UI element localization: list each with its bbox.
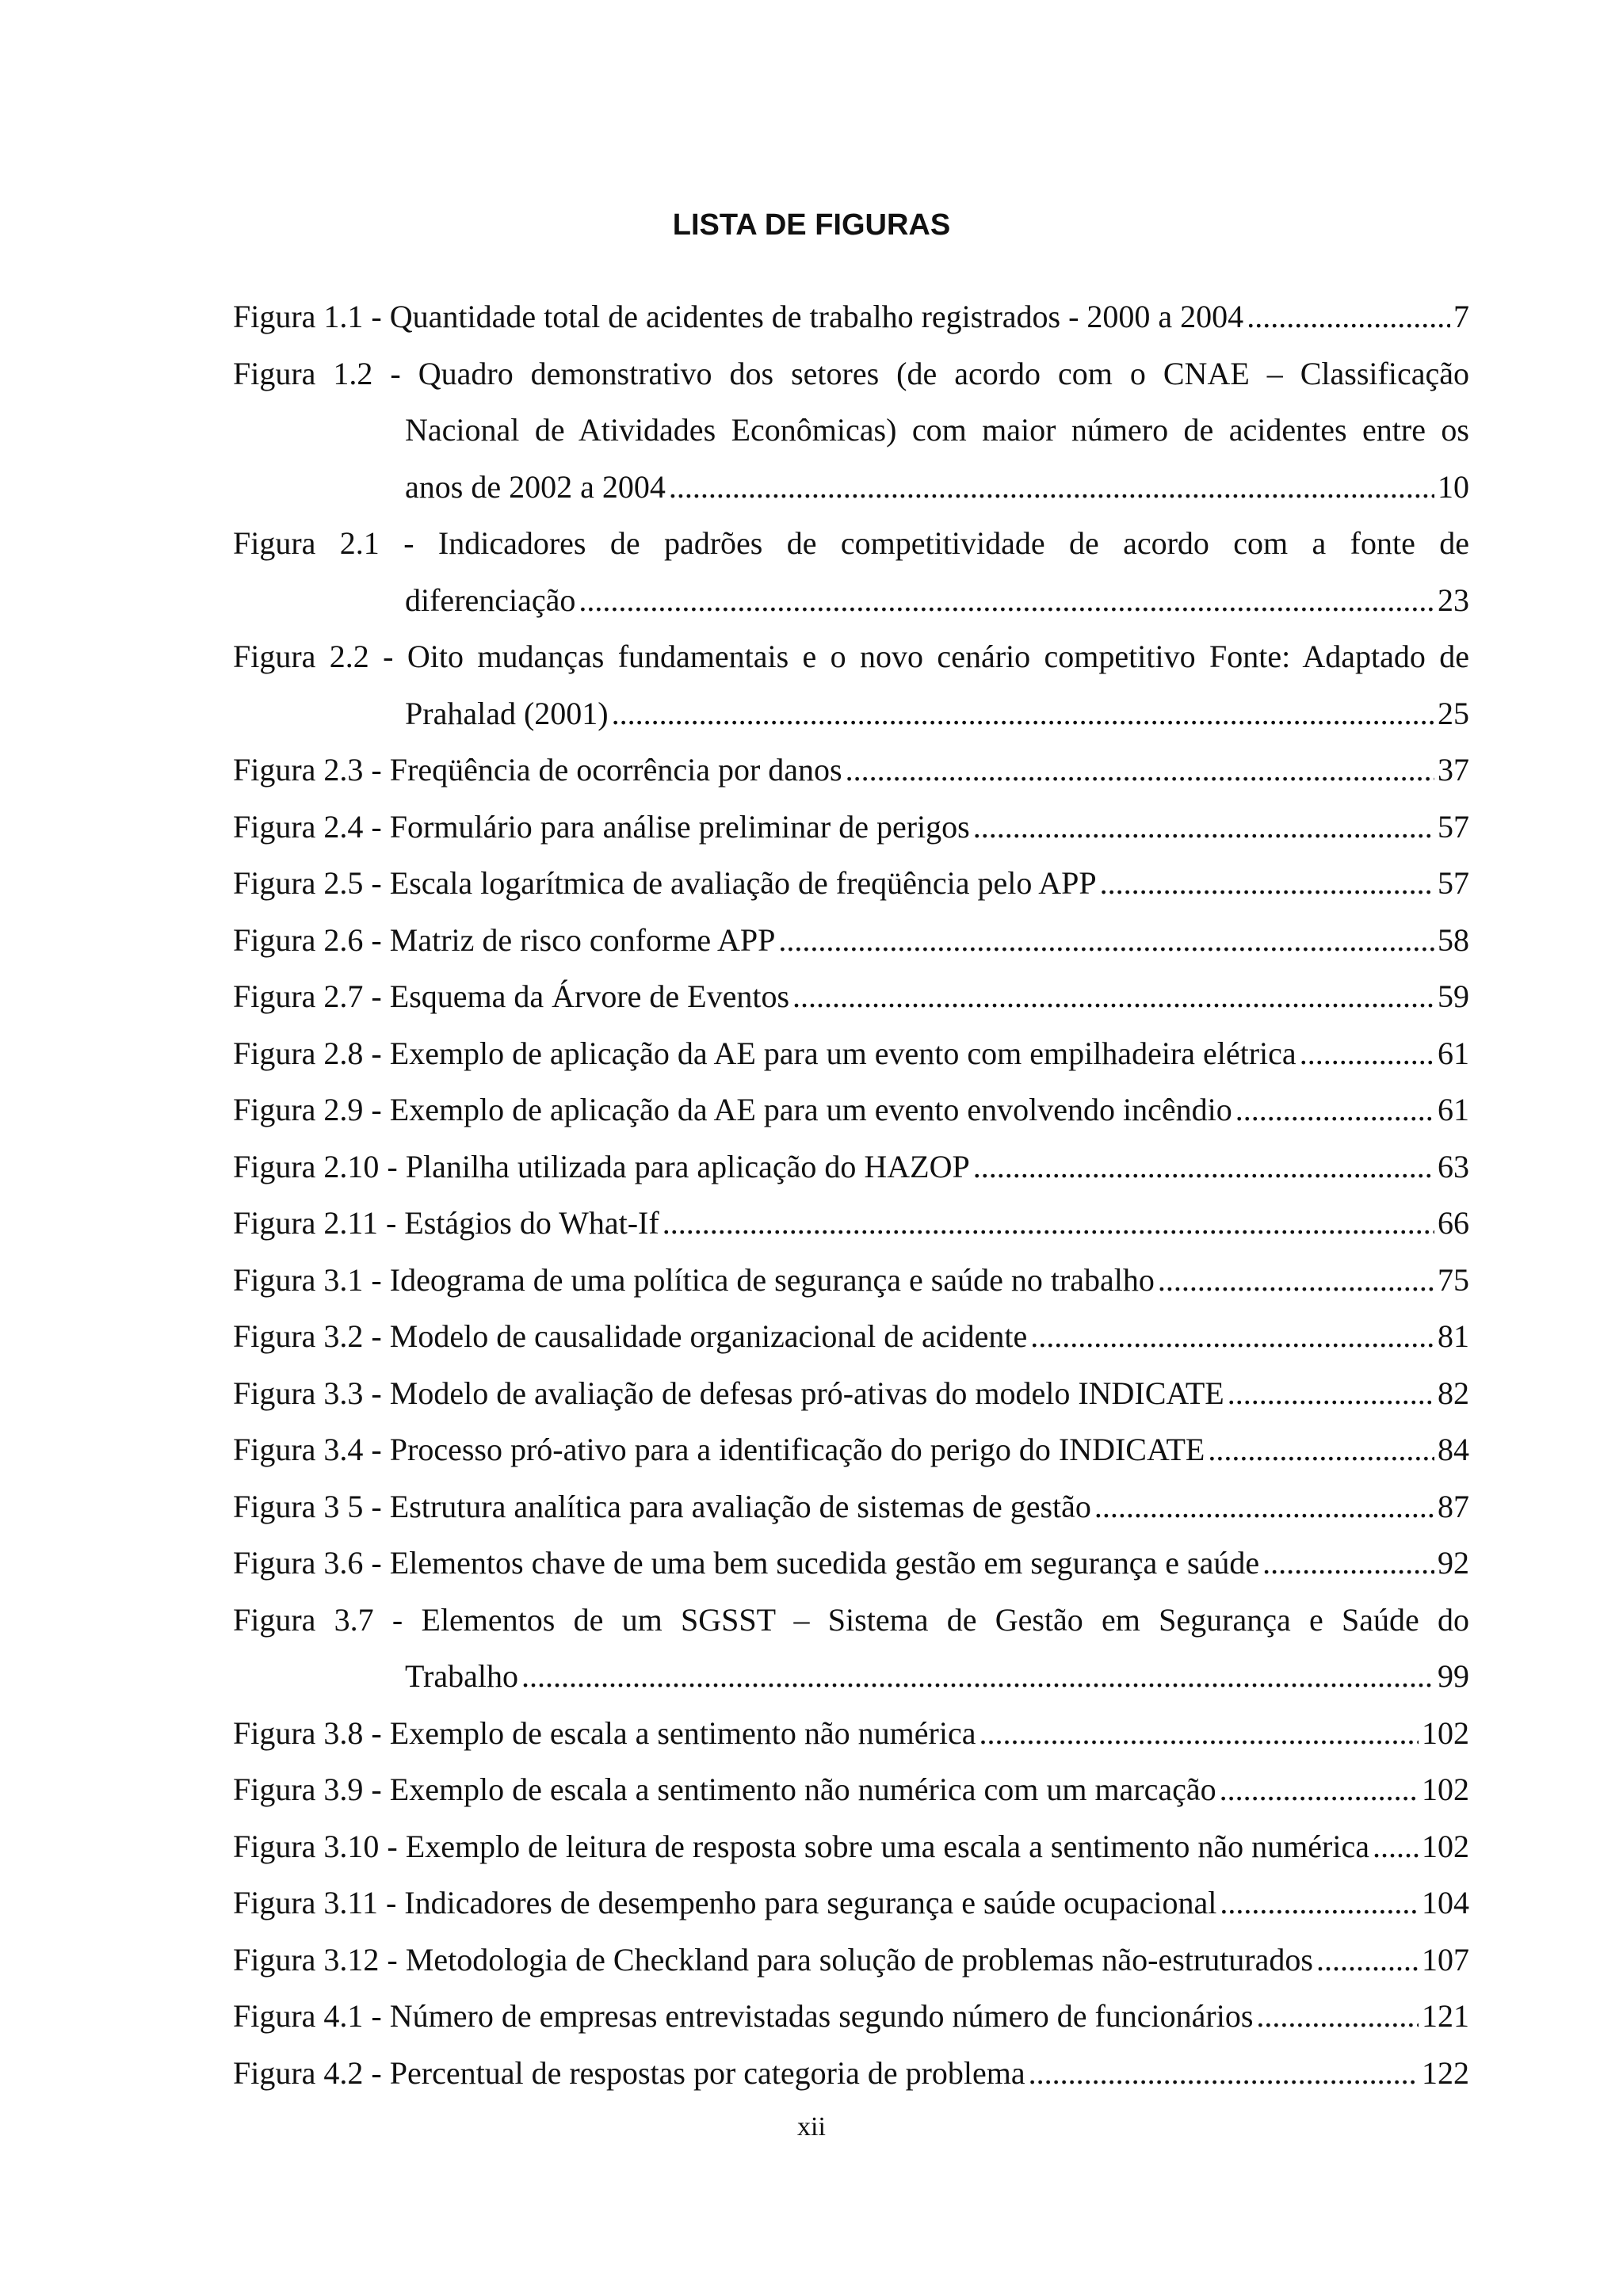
toc-entry [233, 1195, 1469, 1252]
toc-entry-page: 37 [1438, 752, 1469, 788]
dot-leader [973, 1138, 1434, 1196]
toc-entry-final-line [233, 1535, 1469, 1592]
toc-entry [233, 1478, 1469, 1535]
dot-leader [1235, 1081, 1434, 1138]
dot-leader [663, 1195, 1434, 1252]
toc-entry-page: 99 [1438, 1658, 1469, 1694]
toc-entry-final-line [233, 855, 1469, 912]
toc-entry-final-line [233, 1648, 1469, 1705]
dot-leader [1300, 1025, 1434, 1082]
toc-entry-page: 84 [1438, 1432, 1469, 1467]
toc-entry-line: Figura 2.1 - Indicadores de padrões de competitividade de acordo com a fonte de [233, 525, 1469, 561]
dot-leader [1262, 1535, 1434, 1592]
toc-entry-page: 10 [1438, 468, 1469, 505]
dot-leader [1373, 1818, 1419, 1875]
toc-entry-final-line [233, 1421, 1469, 1478]
toc-entry [233, 628, 1469, 742]
toc-entry-title: Figura 3.1 - Ideograma de uma política de segurança e saúde no trabalho [233, 1261, 1155, 1298]
toc-entry-final-line [233, 1875, 1469, 1932]
toc-entry-title: Figura 3.3 - Modelo de avaliação de defesas pró-ativas do modelo INDICATE [233, 1375, 1224, 1411]
toc-entry-final-line [233, 1081, 1469, 1138]
dot-leader [612, 685, 1434, 742]
toc-entry [233, 1138, 1469, 1196]
toc-entry-final-line [233, 912, 1469, 969]
toc-entry-title: Figura 2.11 - Estágios do What-If [233, 1205, 659, 1241]
toc-entry-title: Figura 3.9 - Exemplo de escala a sentimento não numérica com um marcação [233, 1772, 1216, 1807]
toc-entry-page: 121 [1422, 1998, 1469, 2034]
toc-entry-line: Nacional de Atividades Econômicas) com maior número de acidentes entre os [405, 412, 1469, 448]
toc-entry-final-line [233, 1365, 1469, 1422]
toc-entry-title: Figura 3.2 - Modelo de causalidade organizacional de acidente [233, 1318, 1028, 1354]
toc-entry [233, 1535, 1469, 1592]
toc-entry-final-line [233, 1705, 1469, 1762]
toc-entry-final-line [233, 2045, 1469, 2102]
toc-entry-page: 87 [1438, 1488, 1469, 1524]
toc-entry [233, 1875, 1469, 1932]
dot-leader [1029, 2045, 1419, 2102]
dot-leader [521, 1648, 1434, 1705]
toc-entry-title: Figura 3.10 - Exemplo de leitura de resposta sobre uma escala a sentimento não numérica [233, 1828, 1369, 1864]
toc-entry [233, 968, 1469, 1025]
toc-entry-page: 7 [1453, 299, 1469, 334]
toc-entry-title: anos de 2002 a 2004 [405, 468, 666, 505]
toc-entry-page: 92 [1438, 1545, 1469, 1581]
dot-leader [973, 799, 1434, 856]
toc-entry-title: diferenciação [405, 582, 576, 618]
toc-entry-title: Figura 2.6 - Matriz de risco conforme APP [233, 921, 776, 958]
dot-leader [792, 968, 1434, 1025]
dot-leader [669, 459, 1434, 516]
toc-entry [233, 1081, 1469, 1138]
dot-leader [579, 572, 1434, 629]
toc-entry-page: 66 [1438, 1205, 1469, 1241]
dot-leader [1247, 288, 1450, 345]
toc-entry [233, 912, 1469, 969]
toc-entry-title: Figura 4.1 - Número de empresas entrevistadas segundo número de funcionários [233, 1998, 1254, 2034]
toc-entry-title: Figura 2.3 - Freqüência de ocorrência por danos [233, 752, 842, 788]
dot-leader [1228, 1365, 1434, 1422]
dot-leader [1030, 1308, 1434, 1365]
toc-entry [233, 1025, 1469, 1082]
toc-entry-title: Figura 2.4 - Formulário para análise preliminar de perigos [233, 808, 970, 845]
toc-entry-final-line [233, 1932, 1469, 1989]
dot-leader [1316, 1932, 1419, 1989]
dot-leader [1208, 1421, 1434, 1478]
toc-entry-final-line [233, 1988, 1469, 2045]
toc-entry-page: 102 [1422, 1714, 1469, 1751]
toc-entry-title: Figura 3.4 - Processo pró-ativo para a identificação do perigo do INDICATE [233, 1432, 1205, 1467]
dot-leader [1100, 855, 1434, 912]
dot-leader [1256, 1988, 1419, 2045]
toc-entry-title: Prahalad (2001) [405, 695, 609, 731]
toc-entry-page: 61 [1438, 1092, 1469, 1127]
toc-entry-page: 122 [1422, 2054, 1469, 2091]
toc-entry-line: Figura 2.2 - Oito mudanças fundamentais e o novo cenário competitivo Fonte: Adaptado de [233, 639, 1469, 674]
toc-entry-page: 61 [1438, 1035, 1469, 1071]
toc-entry-final-line [233, 742, 1469, 799]
dot-leader [1094, 1478, 1434, 1535]
toc-entry [233, 1592, 1469, 1705]
toc-entry [233, 855, 1469, 912]
toc-entry-title: Figura 2.10 - Planilha utilizada para aplicação do HAZOP [233, 1148, 970, 1184]
toc-entry-title: Figura 3.11 - Indicadores de desempenho para segurança e saúde ocupacional [233, 1885, 1217, 1920]
dot-leader [846, 742, 1434, 799]
dot-leader [1158, 1252, 1434, 1309]
toc-entry-page: 57 [1438, 808, 1469, 845]
toc-entry [233, 742, 1469, 799]
toc-entry-title: Figura 4.2 - Percentual de respostas por categoria de problema [233, 2054, 1025, 2091]
toc-entry-page: 63 [1438, 1148, 1469, 1184]
toc-entry-page: 25 [1438, 695, 1469, 731]
toc-entry [233, 1818, 1469, 1875]
toc-entry-final-line [233, 459, 1469, 516]
toc-entry [233, 515, 1469, 628]
toc-entry-page: 58 [1438, 921, 1469, 958]
figure-list [233, 288, 1469, 2101]
dot-leader [1220, 1875, 1419, 1932]
toc-entry-title: Figura 1.1 - Quantidade total de acidentes de trabalho registrados - 2000 a 2004 [233, 299, 1244, 334]
toc-entry-page: 102 [1422, 1828, 1469, 1864]
toc-entry-page: 104 [1422, 1885, 1469, 1920]
toc-entry [233, 1705, 1469, 1762]
toc-entry [233, 1421, 1469, 1478]
toc-entry-title: Figura 2.8 - Exemplo de aplicação da AE para um evento com empilhadeira elétrica [233, 1035, 1296, 1071]
toc-entry-page: 102 [1422, 1772, 1469, 1807]
toc-entry-final-line [233, 1195, 1469, 1252]
toc-entry-title: Figura 2.7 - Esquema da Árvore de Eventos [233, 978, 790, 1014]
toc-entry-page: 59 [1438, 978, 1469, 1014]
toc-entry [233, 345, 1469, 516]
toc-entry-page: 57 [1438, 865, 1469, 901]
toc-entry-page: 107 [1422, 1941, 1469, 1978]
toc-entry-page: 23 [1438, 582, 1469, 618]
toc-entry-line: Figura 3.7 - Elementos de um SGSST – Sistema de Gestão em Segurança e Saúde do [233, 1601, 1469, 1638]
toc-entry-page: 82 [1438, 1375, 1469, 1411]
toc-entry-final-line [233, 1025, 1469, 1082]
toc-entry [233, 1761, 1469, 1818]
toc-entry-title: Figura 3.8 - Exemplo de escala a sentimento não numérica [233, 1714, 976, 1751]
toc-entry-final-line [233, 288, 1469, 345]
toc-entry-line: Figura 1.2 - Quadro demonstrativo dos setores (de acordo com o CNAE – Classificação [233, 355, 1469, 391]
toc-entry-title: Figura 3.12 - Metodologia de Checkland para solução de problemas não-estruturados [233, 1941, 1313, 1978]
toc-entry-final-line [233, 799, 1469, 856]
toc-entry [233, 1932, 1469, 1989]
toc-entry-final-line [233, 1478, 1469, 1535]
toc-entry-final-line [233, 1308, 1469, 1365]
toc-entry-page: 75 [1438, 1261, 1469, 1298]
toc-entry-final-line [233, 1761, 1469, 1818]
toc-entry-final-line [233, 1818, 1469, 1875]
dot-leader [979, 1705, 1419, 1762]
toc-entry [233, 288, 1469, 345]
toc-entry-final-line [233, 685, 1469, 742]
toc-entry [233, 1308, 1469, 1365]
toc-entry [233, 799, 1469, 856]
toc-entry [233, 1365, 1469, 1422]
toc-entry-final-line [233, 572, 1469, 629]
toc-entry [233, 1988, 1469, 2045]
dot-leader [1220, 1761, 1419, 1818]
toc-entry-title: Figura 3 5 - Estrutura analítica para avaliação de sistemas de gestão [233, 1488, 1091, 1524]
toc-entry-title: Figura 2.5 - Escala logarítmica de avaliação de freqüência pelo APP [233, 865, 1097, 901]
page-number: xii [797, 2112, 826, 2142]
toc-entry-title: Figura 3.6 - Elementos chave de uma bem sucedida gestão em segurança e saúde [233, 1545, 1260, 1581]
toc-entry-final-line [233, 1138, 1469, 1196]
toc-entry-page: 81 [1438, 1318, 1469, 1354]
toc-entry-final-line [233, 968, 1469, 1025]
toc-entry-title: Figura 2.9 - Exemplo de aplicação da AE para um evento envolvendo incêndio [233, 1092, 1232, 1127]
toc-entry-title: Trabalho [405, 1658, 518, 1694]
toc-entry [233, 2045, 1469, 2102]
toc-entry [233, 1252, 1469, 1309]
toc-entry-final-line [233, 1252, 1469, 1309]
dot-leader [778, 912, 1434, 969]
page-title: LISTA DE FIGURAS [672, 208, 951, 242]
